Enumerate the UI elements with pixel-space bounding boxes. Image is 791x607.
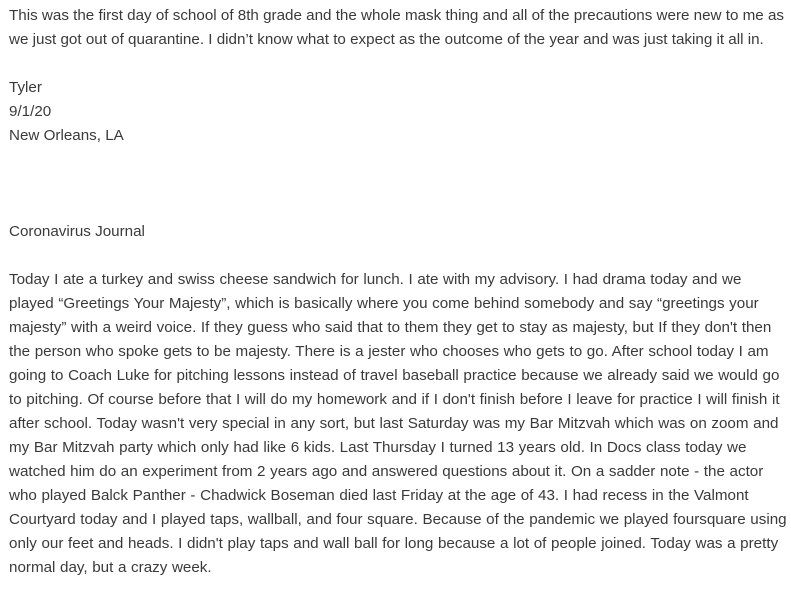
journal-entry-paragraph: Today I ate a turkey and swiss cheese sandwich for lunch. I ate with my advisory. I had drama today and we played “Greetings Your Majesty”, which is basically where you come behind somebody and say “greetings your majesty” with a weird voice. If they guess who said that to them they get to stay as majesty, but If they don't then the person who spoke gets to be majesty. There is a jester who chooses who gets to go. After school today I am going to Coach Luke for pitching lessons instead of travel baseball practice because we already said we would go to pitching. Of course before that I will do my homework and if I don't finish before I leave for practice I will finish it after school. Today wasn't very special in any sort, but last Saturday was my Bar Mitzvah which was on zoom and my Bar Mitzvah party which only had like 6 kids. Last Thursday I turned 13 years old. In Docs class today we watched him do an experiment from 2 years ago and answered questions about it. On a sadder note - the actor who played Balck Panther - Chadwick Boseman died last Friday at the age of 43. I had recess in the Valmont Courtyard today and I played taps, wallball, and four square. Because of the pandemic we played foursquare using only our feet and heads. I didn't play taps and wall ball for long because a lot of people joined. Today was a pretty normal day, but a crazy week. (9, 271, 787, 576)
entry-location: New Orleans, LA (9, 127, 124, 144)
document-body (9, 4, 787, 580)
entry-date: 9/1/20 (9, 103, 52, 120)
signature-block (9, 76, 787, 148)
intro-paragraph: This was the first day of school of 8th grade and the whole mask thing and all of the precautions were new to me as we just got out of quarantine. I didn’t know what to expect as the outcome of the year and was just taking it all in. (9, 7, 784, 48)
author-name: Tyler (9, 79, 42, 96)
journal-title: Coronavirus Journal (9, 223, 145, 240)
